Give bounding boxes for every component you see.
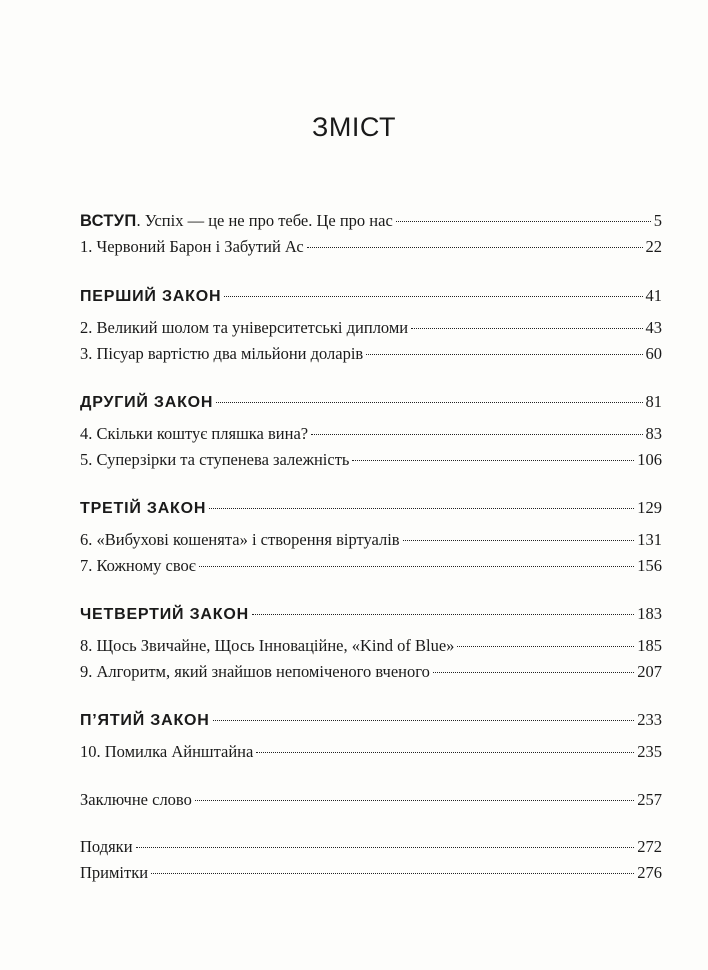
toc-entry-label: 8. Щось Звичайне, Щось Інноваційне, «Kind of Blue» — [80, 636, 455, 655]
toc-entry-label: 1. Червоний Барон і Забутий Ас — [80, 237, 304, 256]
toc-entry-law — [80, 286, 662, 312]
toc-page-number: 129 — [637, 498, 662, 517]
toc-page-number: 83 — [645, 424, 662, 443]
toc-entry-chapter — [80, 556, 662, 582]
toc-entry-notes — [80, 863, 662, 889]
toc-entry-chapter — [80, 450, 662, 476]
toc-page-number: 5 — [653, 211, 662, 230]
toc-page-number: 60 — [645, 344, 662, 363]
dot-leader — [411, 328, 642, 329]
toc-entry-label: 5. Суперзірки та ступенева залежність — [80, 450, 350, 469]
toc-entry-text: . Успіх — це не про тебе. Це про нас — [136, 211, 393, 230]
toc-entry-label: 9. Алгоритм, який знайшов непоміченого вченого — [80, 662, 430, 681]
dot-leader — [209, 508, 634, 509]
toc-section-heading: ДРУГИЙ ЗАКОН — [80, 394, 214, 411]
toc-entry-law — [80, 710, 662, 736]
toc-page-number: 22 — [645, 237, 662, 256]
toc-entry-label: 2. Великий шолом та університетські дипломи — [80, 318, 409, 337]
toc-entry-law — [80, 392, 662, 418]
toc-page-number: 185 — [637, 636, 662, 655]
toc-entry-intro — [80, 211, 662, 237]
toc-page-number: 156 — [637, 556, 662, 575]
toc-entry-label: 4. Скільки коштує пляшка вина? — [80, 424, 309, 443]
toc-page-number: 106 — [637, 450, 662, 469]
dot-leader — [224, 296, 642, 297]
toc-page-number: 43 — [645, 318, 662, 337]
toc-entry-label: 6. «Вибухові кошенята» і створення віртуалів — [80, 530, 400, 549]
toc-entry-chapter — [80, 530, 662, 556]
toc-entry-chapter — [80, 662, 662, 688]
dot-leader — [136, 847, 635, 848]
toc-section-heading: ПЕРШИЙ ЗАКОН — [80, 288, 222, 305]
page-title: ЗМІСТ — [312, 112, 396, 142]
dot-leader — [311, 434, 642, 435]
toc-entry-chapter — [80, 237, 662, 263]
toc-page-number: 257 — [637, 790, 662, 809]
toc-page-number: 41 — [645, 286, 662, 305]
toc-entry-chapter — [80, 424, 662, 450]
dot-leader — [195, 800, 634, 801]
toc-entry-acknowledgements — [80, 837, 662, 863]
dot-leader — [256, 752, 634, 753]
toc-entry-label: Примітки — [80, 863, 149, 882]
dot-leader — [307, 247, 643, 248]
toc-entry-label — [80, 211, 393, 231]
dot-leader — [352, 460, 634, 461]
dot-leader — [433, 672, 634, 673]
toc-entry-label: 7. Кожному своє — [80, 556, 196, 575]
dot-leader — [151, 873, 634, 874]
toc-page-number: 235 — [637, 742, 662, 761]
dot-leader — [366, 354, 642, 355]
toc-entry-chapter — [80, 636, 662, 662]
dot-leader — [199, 566, 634, 567]
toc-section-heading: ТРЕТІЙ ЗАКОН — [80, 500, 207, 517]
toc-section-heading: П’ЯТИЙ ЗАКОН — [80, 712, 210, 729]
toc-page-number: 233 — [637, 710, 662, 729]
dot-leader — [396, 221, 651, 222]
toc-entry-chapter — [80, 344, 662, 370]
toc-page-number: 276 — [637, 863, 662, 882]
toc-page-number: 207 — [637, 662, 662, 681]
toc-page-number: 272 — [637, 837, 662, 856]
toc-page-number: 131 — [637, 530, 662, 549]
toc-page-number: 81 — [645, 392, 662, 411]
toc-entry-chapter — [80, 742, 662, 768]
dot-leader — [213, 720, 635, 721]
dot-leader — [216, 402, 642, 403]
toc-entry-label: Подяки — [80, 837, 133, 856]
toc-entry-chapter — [80, 318, 662, 344]
toc-entry-lead: ВСТУП — [80, 212, 137, 230]
toc-entry-label: 10. Помилка Айнштайна — [80, 742, 254, 761]
toc-entry-afterword — [80, 790, 662, 816]
toc-page-number: 183 — [637, 604, 662, 623]
toc-section-heading: ЧЕТВЕРТИЙ ЗАКОН — [80, 606, 249, 623]
dot-leader — [252, 614, 634, 615]
toc-entry-label: Заключне слово — [80, 790, 192, 809]
dot-leader — [457, 646, 634, 647]
toc-entry-label: 3. Пісуар вартістю два мільйони доларів — [80, 344, 364, 363]
dot-leader — [403, 540, 635, 541]
toc-entry-law — [80, 498, 662, 524]
toc-entry-law — [80, 604, 662, 630]
